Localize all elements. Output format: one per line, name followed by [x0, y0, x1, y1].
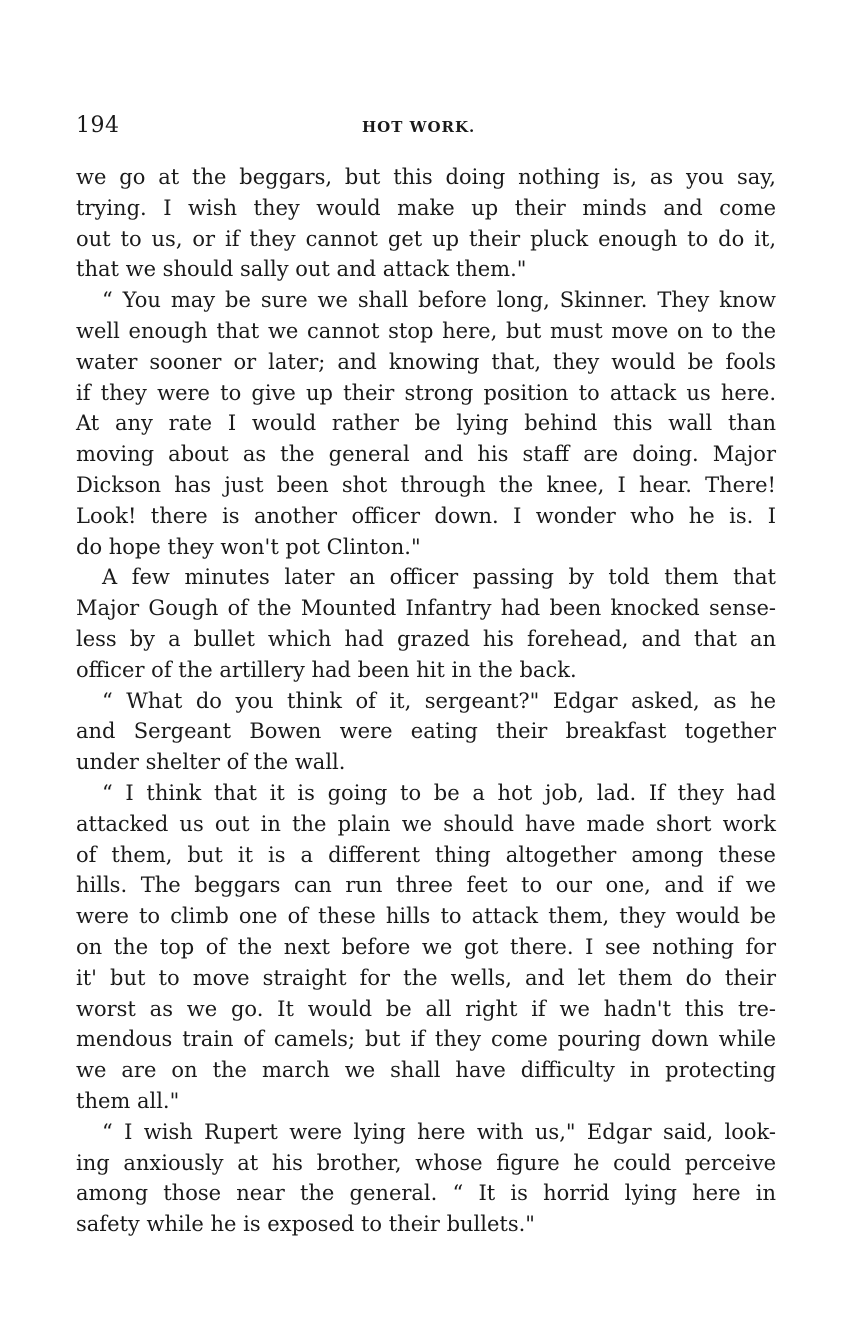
text-line: safety while he is exposed to their bullets." — [76, 1212, 535, 1237]
body-text — [76, 162, 776, 1240]
text-line: hills. The beggars can run three feet to our one, and if we — [76, 873, 776, 898]
text-line: trying. I wish they would make up their minds and come — [76, 195, 776, 220]
text-line: “ You may be sure we shall before long, Skinner. They know — [102, 288, 776, 313]
text-line: on the top of the next before we got there. I see nothing for — [76, 934, 776, 959]
text-line: that we should sally out and attack them." — [76, 257, 527, 282]
text-line: water sooner or later; and knowing that, they would be fools — [76, 349, 776, 374]
page-header — [76, 113, 776, 143]
text-line: officer of the artillery had been hit in the back. — [76, 657, 577, 682]
text-line: ing anxiously at his brother, whose figure he could perceive — [76, 1150, 776, 1175]
text-line: “ I wish Rupert were lying here with us," Edgar said, look- — [102, 1119, 776, 1144]
text-line: At any rate I would rather be lying behind this wall than — [76, 411, 776, 436]
text-line: under shelter of the wall. — [76, 750, 346, 775]
text-line: them all." — [76, 1088, 180, 1113]
text-line: we go at the beggars, but this doing nothing is, as you say, — [76, 165, 776, 189]
text-line: less by a bullet which had grazed his forehead, and that an — [76, 626, 776, 651]
text-line: worst as we go. It would be all right if we hadn't this tre- — [76, 996, 776, 1021]
text-line: out to us, or if they cannot get up their pluck enough to do it, — [76, 226, 776, 251]
text-line: of them, but it is a different thing altogether among these — [76, 842, 776, 867]
text-line: “ I think that it is going to be a hot job, lad. If they had — [102, 780, 776, 805]
text-line: Dickson has just been shot through the knee, I hear. There! — [76, 472, 776, 497]
text-line: and Sergeant Bowen were eating their breakfast together — [76, 719, 776, 744]
page-number: 194 — [76, 113, 120, 138]
text-line: Major Gough of the Mounted Infantry had been knocked sense- — [76, 596, 776, 621]
text-line: do hope they won't pot Clinton." — [76, 534, 421, 559]
text-line: among those near the general. “ It is horrid lying here in — [76, 1181, 776, 1206]
text-line: moving about as the general and his staff are doing. Major — [76, 442, 776, 467]
text-line: we are on the march we shall have difficulty in protecting — [76, 1058, 776, 1083]
text-line: if they were to give up their strong position to attack us here. — [76, 380, 776, 405]
text-line: mendous train of camels; but if they come pouring down while — [76, 1027, 776, 1052]
text-line: well enough that we cannot stop here, but must move on to the — [76, 318, 776, 343]
text-line: “ What do you think of it, sergeant?" Edgar asked, as he — [102, 688, 776, 713]
text-line: it' but to move straight for the wells, and let them do their — [76, 965, 776, 990]
text-line: attacked us out in the plain we should have made short work — [76, 811, 776, 836]
text-line: A few minutes later an officer passing by told them that — [102, 565, 776, 590]
running-head: HOT WORK. — [362, 118, 476, 136]
text-line: Look! there is another officer down. I wonder who he is. I — [76, 503, 776, 528]
text-line: were to climb one of these hills to attack them, they would be — [76, 904, 776, 929]
